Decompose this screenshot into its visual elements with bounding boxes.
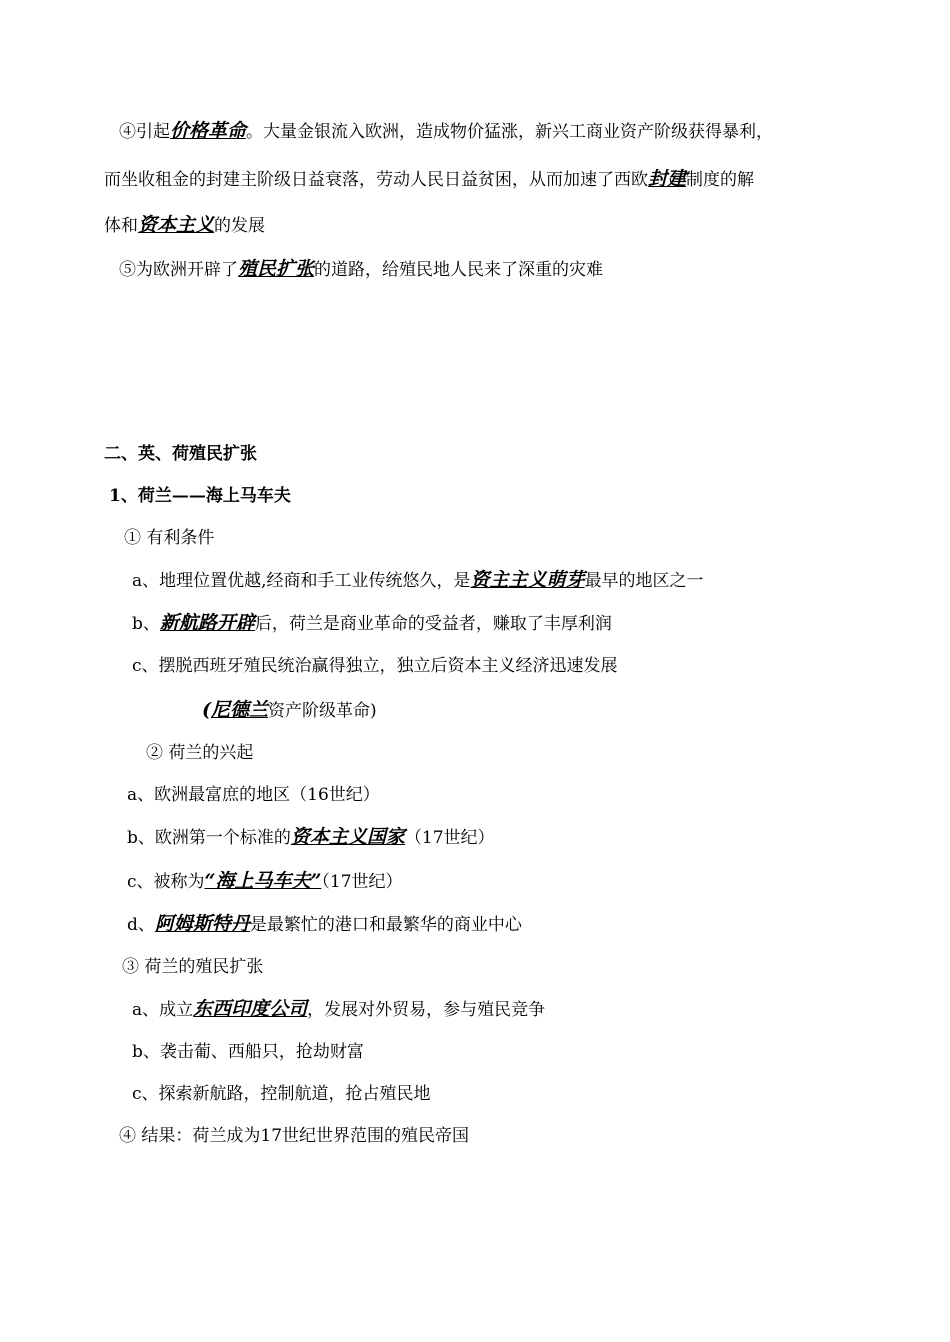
rise-b: [127, 826, 495, 849]
keyword: 资主主义萌芽: [470, 569, 585, 591]
section-heading: 二、英、荷殖民扩张: [104, 444, 257, 464]
text: ，发展对外贸易，参与殖民竞争: [307, 1000, 546, 1020]
text: 体和: [104, 216, 138, 236]
text: 的道路，给殖民地人民来了深重的灾难: [314, 260, 604, 280]
text: 后，荷兰是商业革命的受益者，赚取了丰厚利润: [254, 614, 612, 634]
keyword-colonial-expansion: 殖民扩张: [238, 258, 315, 280]
item-5-line: [119, 258, 603, 281]
result-line: ④ 结果：荷兰成为17世纪世界范围的殖民帝国: [119, 1126, 470, 1146]
text: 制度的解: [686, 170, 755, 190]
text: a、地理位置优越,经商和手工业传统悠久，是: [132, 571, 471, 591]
item-4-line: [119, 120, 773, 143]
text: ④引起: [119, 122, 170, 142]
keyword: “海上马车夫”: [204, 870, 322, 892]
favorable-conditions-heading: ① 有利条件: [124, 528, 215, 548]
text: b、欧洲第一个标准的: [127, 828, 291, 848]
text: a、成立: [132, 1000, 194, 1020]
text: 是最繁忙的港口和最繁华的商业中心: [249, 915, 522, 935]
keyword-feudal: 封建: [648, 168, 687, 190]
condition-b: [132, 612, 612, 635]
expansion-c: c、探索新航路，控制航道，抢占殖民地: [132, 1084, 431, 1104]
text: 资产阶级革命): [268, 701, 377, 721]
rise-heading: ② 荷兰的兴起: [146, 743, 254, 763]
item-4-line-3: [104, 214, 265, 237]
expansion-a: [132, 998, 545, 1021]
expansion-b: b、袭击葡、西船只，抢劫财富: [132, 1042, 364, 1062]
rise-c: [127, 870, 403, 893]
text: c、被称为: [127, 872, 205, 892]
text: 的发展: [214, 216, 266, 236]
condition-a: [132, 569, 704, 592]
text: ⑤为欧洲开辟了: [119, 260, 238, 280]
rise-d: [127, 913, 522, 936]
rise-a: a、欧洲最富庶的地区（16世纪）: [127, 785, 380, 805]
text: (: [202, 699, 211, 721]
text: （17世纪）: [404, 828, 495, 848]
text: b、: [132, 614, 160, 634]
netherlands-revolution-note: [202, 699, 377, 722]
text: d、: [127, 915, 155, 935]
keyword: 新航路开辟: [159, 612, 255, 634]
expansion-heading: ③ 荷兰的殖民扩张: [122, 957, 264, 977]
condition-c: c、摆脱西班牙殖民统治赢得独立，独立后资本主义经济迅速发展: [132, 656, 618, 676]
keyword-capitalism: 资本主义: [138, 214, 215, 236]
keyword: 东西印度公司: [193, 998, 308, 1020]
text: 而坐收租金的封建主阶级日益衰落，劳动人民日益贫困，从而加速了西欧: [104, 170, 648, 190]
keyword-price-revolution: 价格革命: [170, 120, 247, 142]
keyword: 资本主义国家: [290, 826, 405, 848]
text: 。大量金银流入欧洲，造成物价猛涨，新兴工商业资产阶级获得暴利，: [246, 122, 774, 142]
subsection-heading: 1、荷兰——海上马车夫: [109, 486, 291, 506]
keyword: 尼德兰: [211, 699, 269, 721]
text: 最早的地区之一: [584, 571, 704, 591]
keyword: 阿姆斯特丹: [154, 913, 250, 935]
item-4-line-2: [104, 168, 754, 191]
text: （17世纪）: [321, 872, 403, 892]
